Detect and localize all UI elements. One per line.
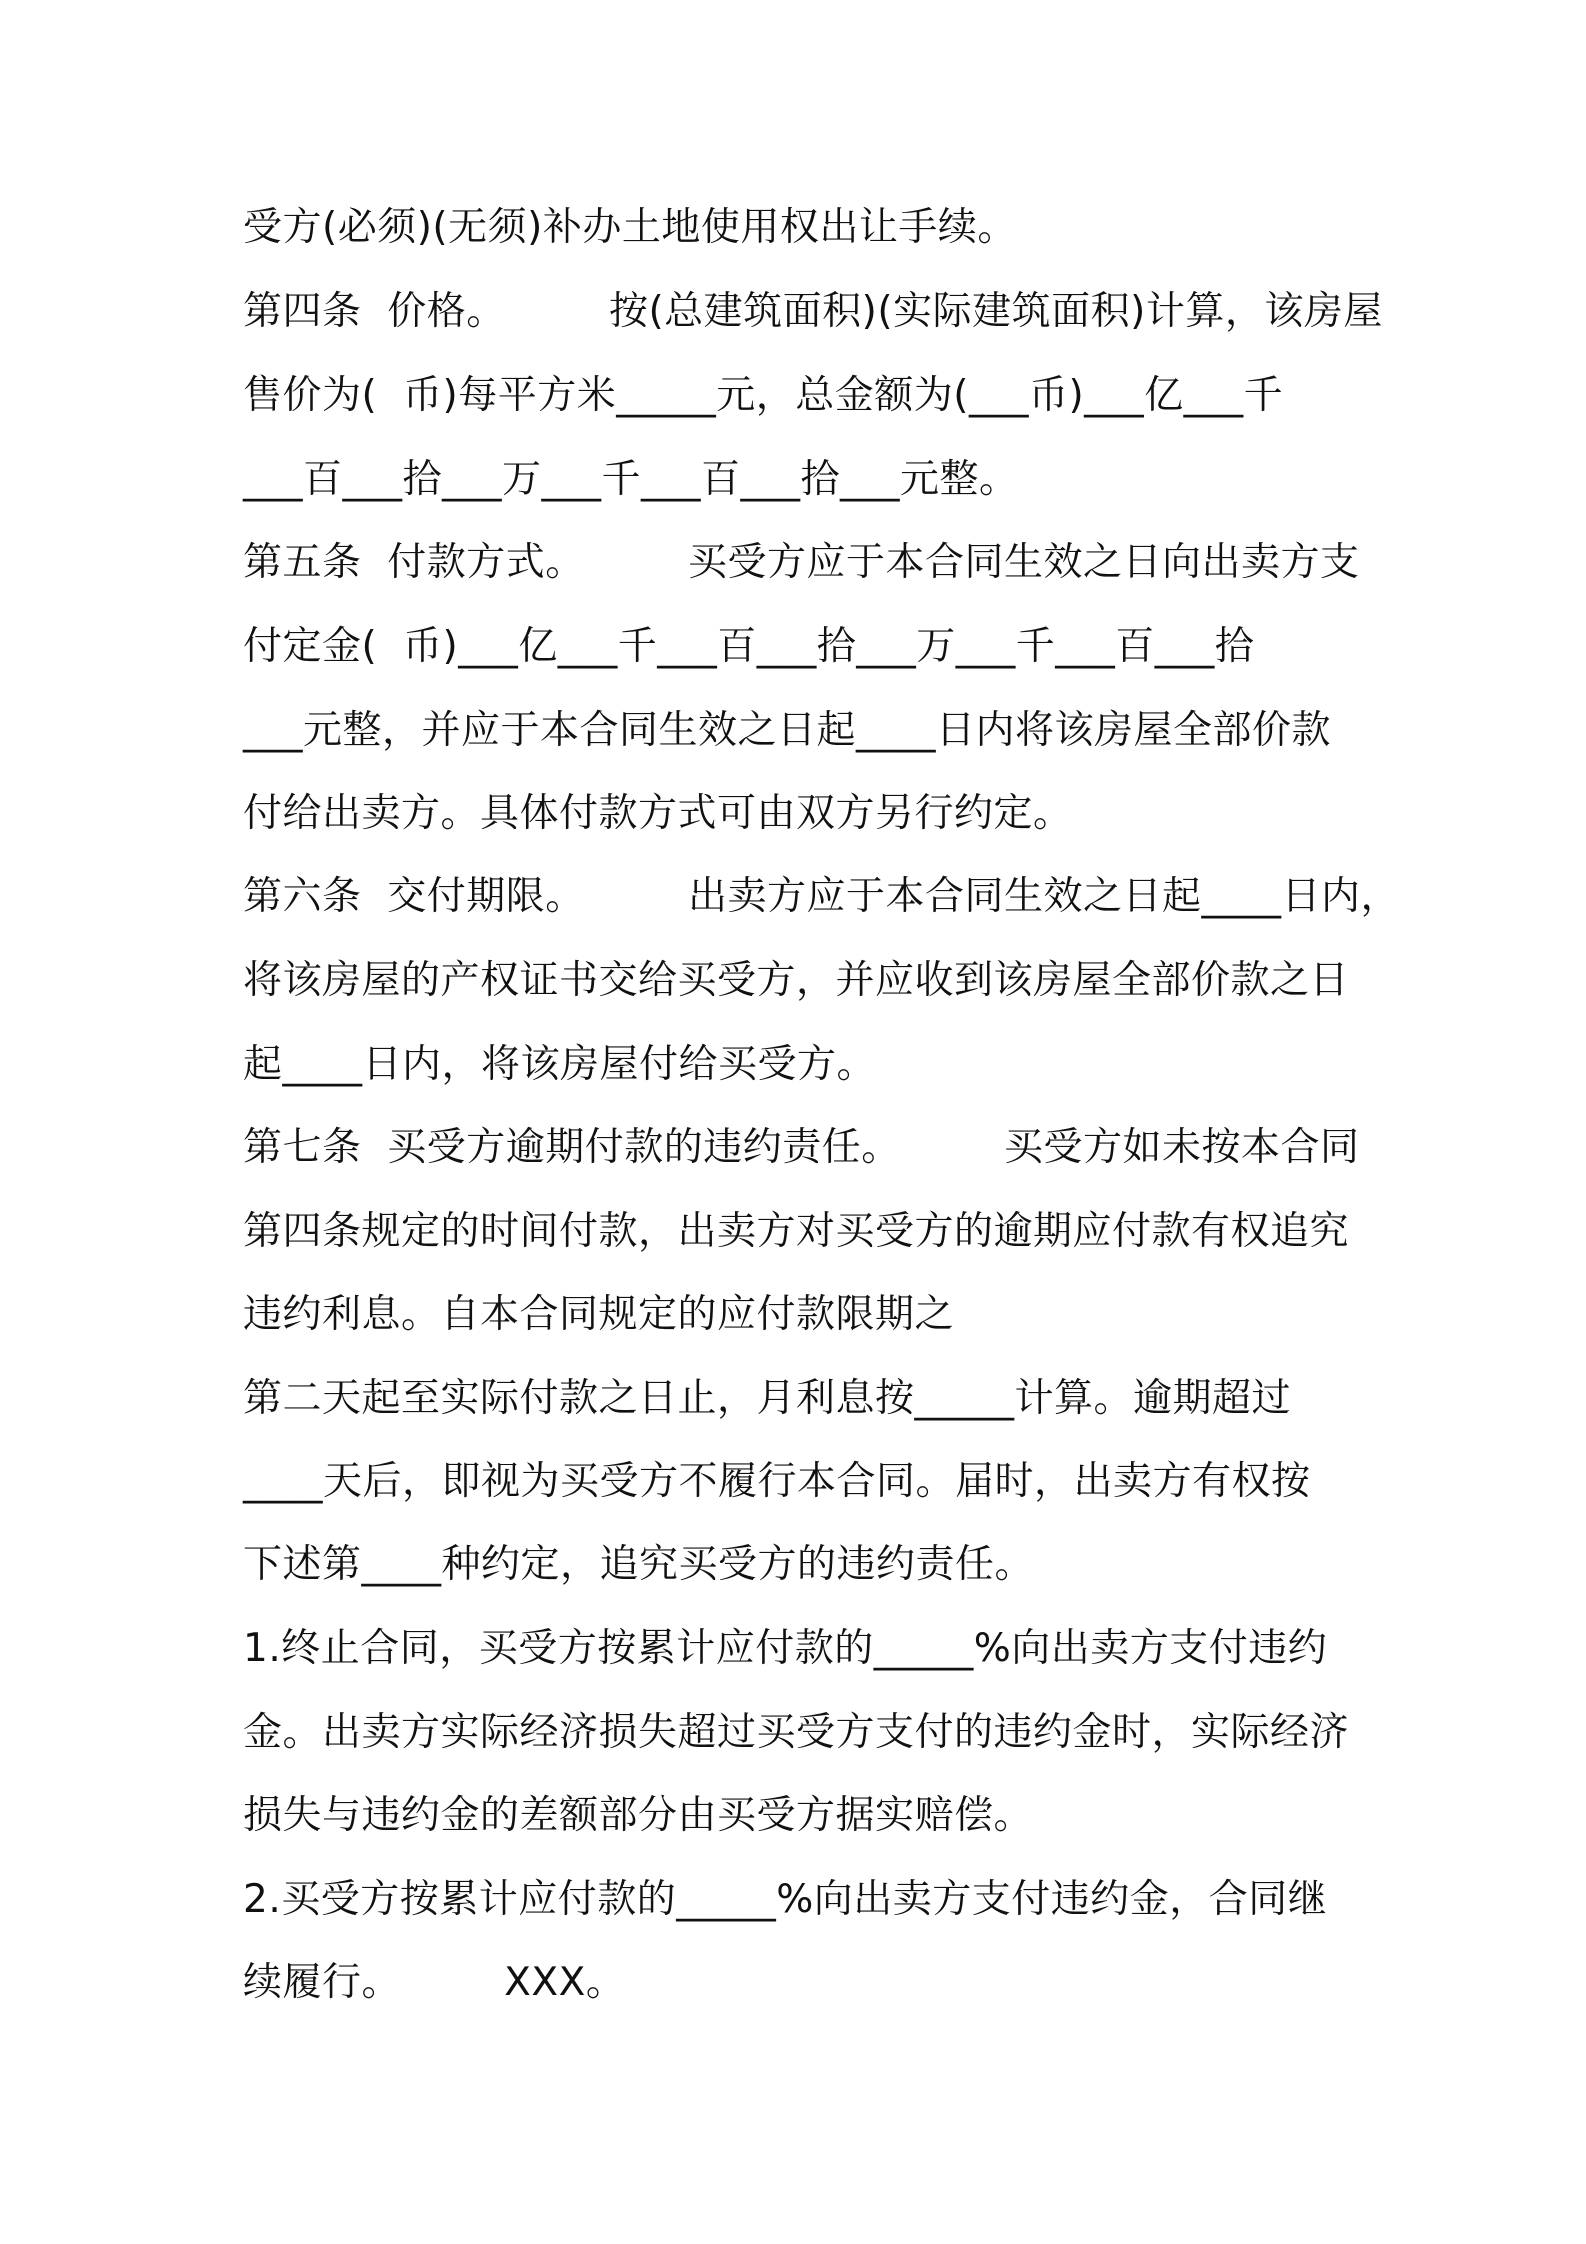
text-line-2: 第四条 价格。 按(总建筑面积)(实际建筑面积)计算，该房屋 (243, 289, 1383, 334)
text-line-20: 损失与违约金的差额部分由买受方据实赔偿。 (243, 1793, 1034, 1838)
text-line-19: 金。出卖方实际经济损失超过买受方支付的违约金时，实际经济 (243, 1710, 1350, 1755)
text-line-12: 第七条 买受方逾期付款的违约责任。 买受方如未按本合同 (243, 1125, 1360, 1170)
text-line-8: 付给出卖方。具体付款方式可由双方另行约定。 (243, 791, 1073, 836)
text-line-15: 第二天起至实际付款之日止，月利息按_____计算。逾期超过 (243, 1376, 1292, 1421)
text-line-10: 将该房屋的产权证书交给买受方，并应收到该房屋全部价款之日 (243, 958, 1350, 1003)
text-line-5: 第五条 付款方式。 买受方应于本合同生效之日向出卖方支 (243, 540, 1360, 585)
text-line-18: 1.终止合同，买受方按累计应付款的_____%向出卖方支付违约 (243, 1626, 1328, 1671)
text-line-4: ___百___拾___万___千___百___拾___元整。 (243, 457, 1019, 502)
text-line-22: 续履行。 XXX。 (243, 1960, 626, 2005)
text-line-1: 受方(必须)(无须)补办土地使用权出让手续。 (243, 205, 1017, 250)
text-line-3: 售价为( 币)每平方米_____元，总金额为(___币)___亿___千 (243, 373, 1284, 418)
text-line-17: 下述第____种约定，追究买受方的违约责任。 (243, 1542, 1035, 1587)
text-line-14: 违约利息。自本合同规定的应付款限期之 (243, 1292, 955, 1337)
text-line-16: ____天后，即视为买受方不履行本合同。届时，出卖方有权按 (243, 1459, 1311, 1504)
text-line-9: 第六条 交付期限。 出卖方应于本合同生效之日起____日内， (243, 874, 1400, 919)
text-line-7: ___元整，并应于本合同生效之日起____日内将该房屋全部价款 (243, 708, 1332, 753)
text-line-13: 第四条规定的时间付款，出卖方对买受方的逾期应付款有权追究 (243, 1209, 1350, 1254)
text-line-11: 起____日内，将该房屋付给买受方。 (243, 1042, 877, 1087)
text-line-21: 2.买受方按累计应付款的_____%向出卖方支付违约金，合同继 (243, 1877, 1328, 1922)
text-line-6: 付定金( 币)___亿___千___百___拾___万___千___百___拾 (243, 624, 1255, 669)
